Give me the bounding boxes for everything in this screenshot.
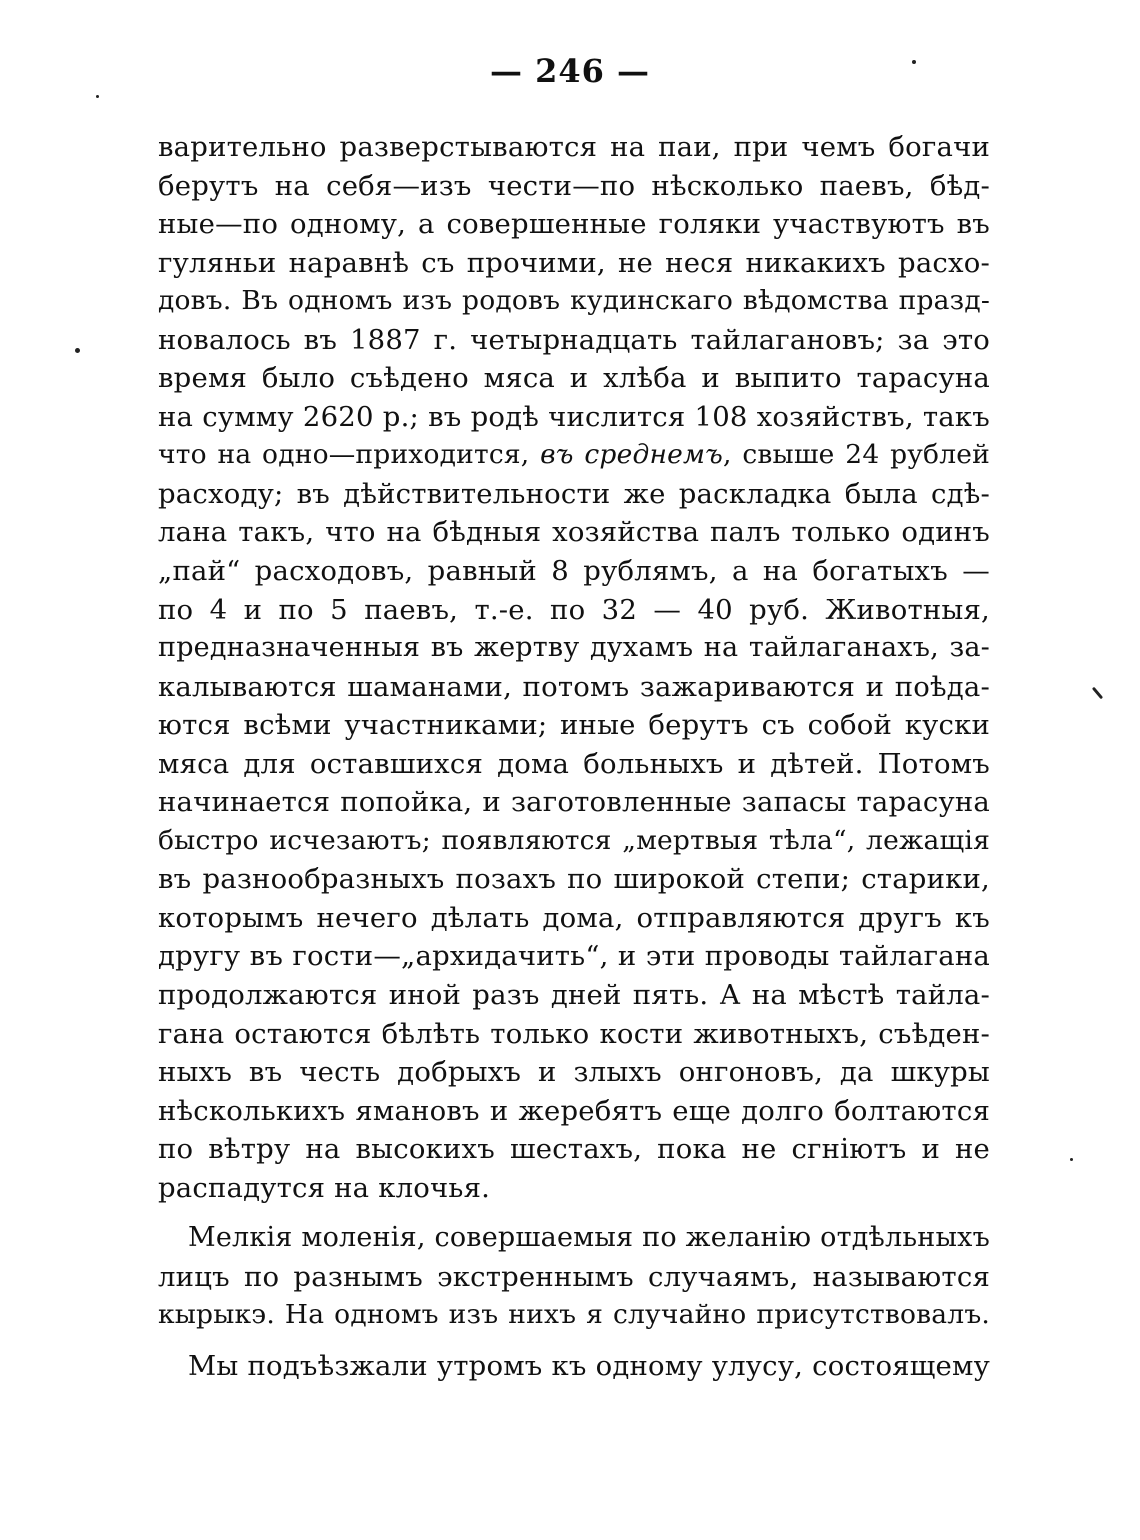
text-line: Мы подъѣзжали утромъ къ одному улусу, состоящему [188, 1349, 990, 1382]
italic-emphasis: въ среднемъ [540, 439, 724, 471]
scan-speck [96, 95, 99, 98]
text-line: предназначенныя въ жертву духамъ на тайлаганахъ, за- [158, 632, 990, 664]
text-line: лана такъ, что на бѣдныя хозяйства палъ только одинъ [158, 516, 990, 549]
text-line: что на одно—приходится, въ среднемъ, свыше 24 рублей [158, 439, 990, 471]
text-line: расходу; въ дѣйствительности же раскладка была сдѣ- [158, 477, 990, 510]
scan-speck [75, 348, 80, 353]
paragraph-1 [158, 128, 990, 1207]
text-line: ются всѣми участниками; иные берутъ съ собой куски [158, 709, 990, 742]
text-line: гана остаются бѣлѣть только кости животныхъ, съѣден- [158, 1017, 990, 1050]
text-line: другу въ гости—„архидачить“, и эти проводы тайлагана [158, 940, 990, 973]
text-line: быстро исчезаютъ; появляются „мертвыя тѣла“, лежащія [158, 824, 990, 856]
text-line: которымъ нечего дѣлать дома, отправляются другъ къ [158, 901, 990, 934]
body-text [158, 128, 990, 1386]
text-line: ныхъ въ честь добрыхъ и злыхъ онгоновъ, да шкуры [158, 1056, 990, 1089]
paragraph-3 [158, 1347, 990, 1386]
text-line: мяса для оставшихся дома больныхъ и дѣтей. Потомъ [158, 747, 990, 780]
text-line: время было съѣдено мяса и хлѣба и выпито тарасуна [158, 362, 990, 395]
text-line: Мелкія моленія, совершаемыя по желанію отдѣльныхъ [188, 1222, 990, 1254]
text-line: гуляньи наравнѣ съ прочими, не неся никакихъ расхо- [158, 246, 990, 279]
text-line: новалось въ 1887 г. четырнадцать тайлагановъ; за это [158, 323, 990, 356]
scan-speck [1070, 1158, 1073, 1161]
scan-speck [912, 60, 916, 64]
text-line: по вѣтру на высокихъ шестахъ, пока не сгніютъ и не [158, 1133, 990, 1166]
text-line: въ разнообразныхъ позахъ по широкой степи; старики, [158, 863, 990, 896]
text-line: распадутся на клочья. [158, 1171, 491, 1204]
text-line: продолжаются иной разъ дней пять. А на мѣстѣ тайла- [158, 979, 990, 1012]
text-line: берутъ на себя—изъ чести—по нѣсколько паевъ, бѣд- [158, 169, 990, 202]
paragraph-gap [158, 1335, 990, 1347]
paragraph-2 [158, 1219, 990, 1335]
text-line: лицъ по разнымъ экстреннымъ случаямъ, называются [158, 1260, 990, 1293]
text-line: нѣсколькихъ ямановъ и жеребятъ еще долго болтаются [158, 1094, 990, 1127]
scan-speck [1092, 687, 1103, 700]
text-line: ные—по одному, а совершенные голяки участвуютъ въ [158, 208, 990, 241]
text-line: на сумму 2620 р.; въ родѣ числится 108 хозяйствъ, такъ [158, 400, 990, 433]
text-line: начинается попойка, и заготовленные запасы тарасуна [158, 786, 990, 819]
text-line: „пай“ расходовъ, равный 8 рублямъ, а на богатыхъ — [158, 555, 990, 588]
page-number: — 246 — [489, 52, 651, 90]
text-line: по 4 и по 5 паевъ, т.-е. по 32 — 40 руб. Животныя, [158, 593, 990, 626]
text-line: довъ. Въ одномъ изъ родовъ кудинскаго вѣдомства празд- [158, 285, 990, 317]
text-line: кырыкэ. На одномъ изъ нихъ я случайно присутствовалъ. [158, 1299, 990, 1331]
text-line: калываются шаманами, потомъ зажариваются и поѣда- [158, 670, 990, 703]
text-line: варительно разверстываются на паи, при чемъ богачи [158, 131, 990, 163]
paragraph-gap [158, 1207, 990, 1219]
